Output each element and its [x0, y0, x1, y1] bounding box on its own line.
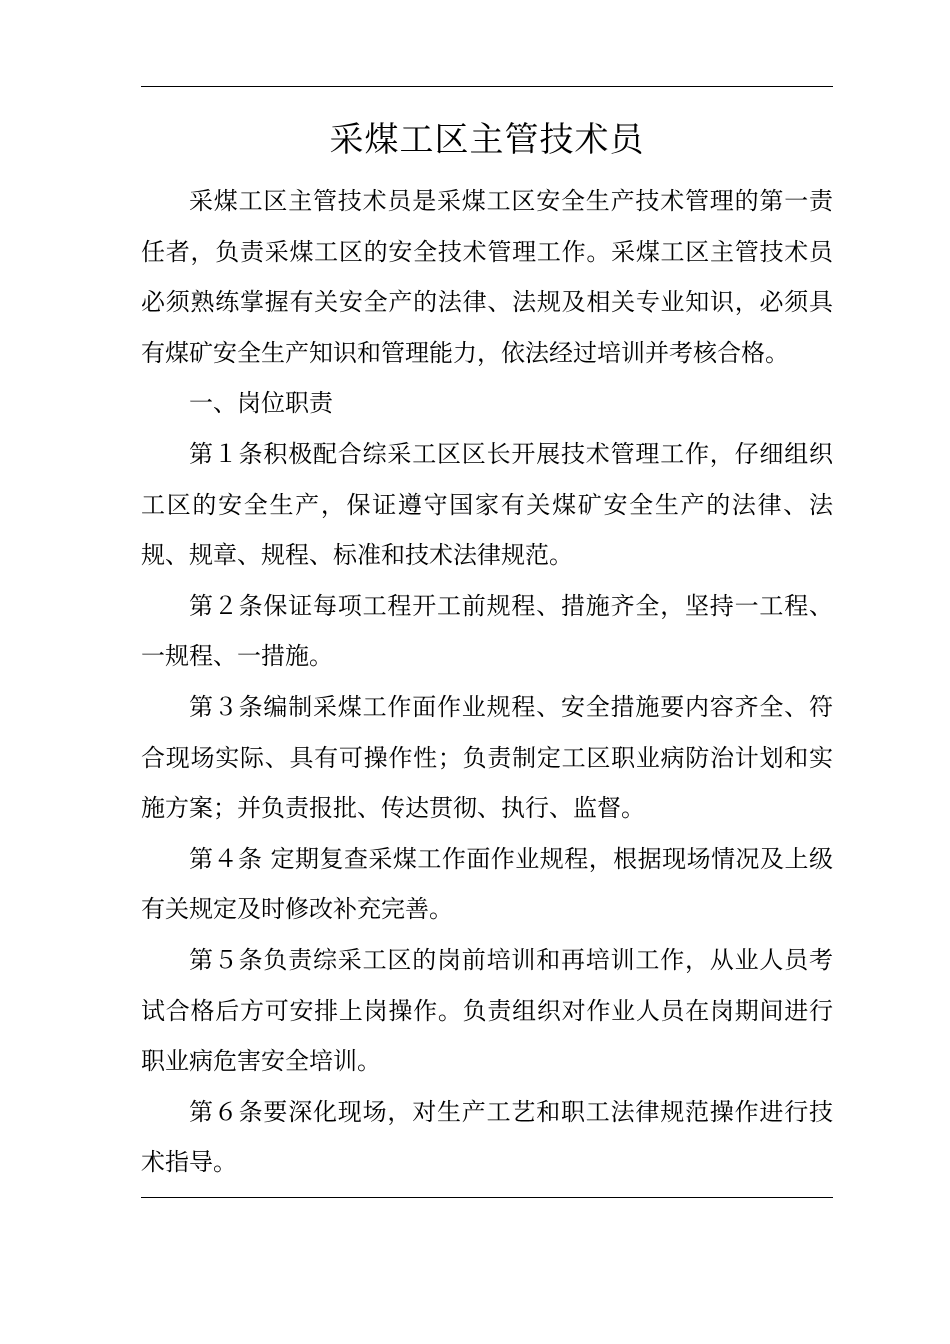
page-title: 采煤工区主管技术员	[329, 120, 645, 160]
intro-paragraph: 采煤工区主管技术员是采煤工区安全生产技术管理的第一责任者，负责采煤工区的安全技术管理工作。采煤工区主管技术员必须熟练掌握有关安全产的法律、法规及相关专业知识，必须具有煤矿安全生产知识和管理能力，依法经过培训并考核合格。	[141, 187, 833, 367]
article-6-paragraph: 第６条要深化现场，对生产工艺和职工法律规范操作进行技术指导。	[141, 1097, 833, 1177]
document-body	[141, 176, 833, 1188]
article-2-paragraph: 第２条保证每项工程开工前规程、措施齐全，坚持一工程、一规程、一措施。	[141, 591, 833, 671]
section-heading: 一、岗位职责	[189, 389, 333, 418]
article-3-paragraph: 第３条编制采煤工作面作业规程、安全措施要内容齐全、符合现场实际、具有可操作性；负责制定工区职业病防治计划和实施方案；并负责报批、传达贯彻、执行、监督。	[141, 692, 833, 823]
article-5-paragraph: 第５条负责综采工区的岗前培训和再培训工作，从业人员考试合格后方可安排上岗操作。负责组织对作业人员在岗期间进行职业病危害安全培训。	[141, 945, 833, 1076]
article-4-paragraph: 第４条 定期复查采煤工作面作业规程，根据现场情况及上级有关规定及时修改补充完善。	[141, 844, 833, 924]
article-1-paragraph: 第１条积极配合综采工区区长开展技术管理工作，仔细组织工区的安全生产，保证遵守国家有关煤矿安全生产的法律、法规、规章、规程、标准和技术法律规范。	[141, 439, 833, 570]
header-rule	[141, 86, 833, 87]
footer-rule	[141, 1197, 833, 1198]
